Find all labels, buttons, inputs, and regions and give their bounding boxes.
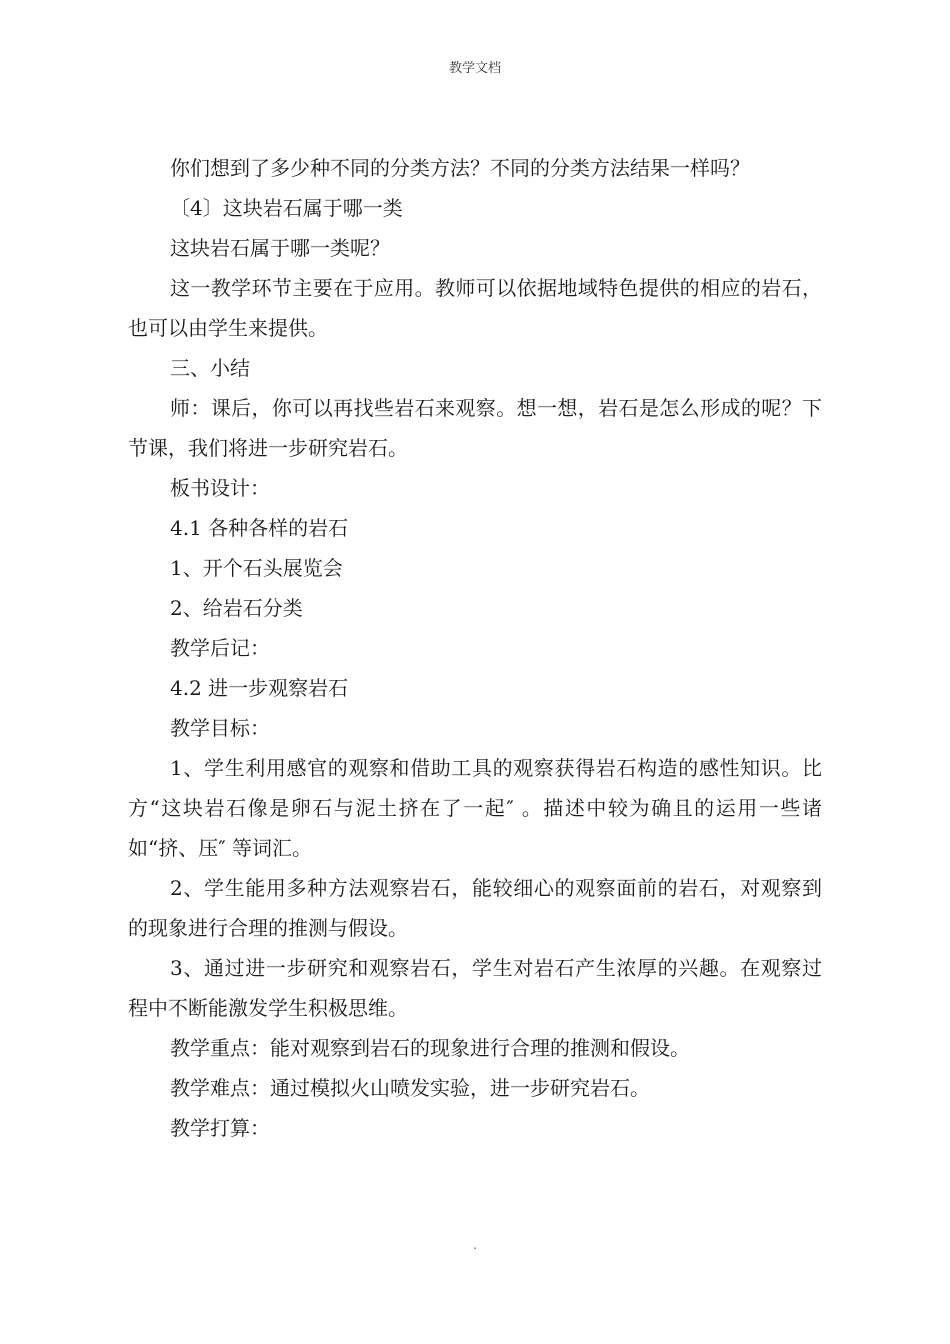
list-item: 1、学生利用感官的观察和借助工具的观察获得岩石构造的感性知识。比方“这块岩石像是卵石与泥土挤在了一起″ 。描述中较为确且的运用一些诸如“挤、压″ 等词汇。 <box>128 756 822 860</box>
paragraph: 你们想到了多少种不同的分类方法？不同的分类方法结果一样吗？ <box>170 156 750 180</box>
paragraph: 教学重点：能对观察到岩石的现象进行合理的推测和假设。 <box>170 1036 690 1060</box>
list-item: 3、通过进一步研究和观察岩石，学生对岩石产生浓厚的兴趣。在观察过程中不断能激发学生积极思维。 <box>128 956 822 1020</box>
lesson-title: 4.2 进一步观察岩石 <box>170 676 349 700</box>
paragraph: 师：课后，你可以再找些岩石来观察。想一想，岩石是怎么形成的呢？下节课，我们将进一步研究岩石。 <box>128 396 822 460</box>
list-item: 1、开个石头展览会 <box>170 556 343 580</box>
page-header: 教学文档 <box>448 61 501 76</box>
document-body <box>128 148 822 1148</box>
section-heading: 三、小结 <box>170 356 250 380</box>
section-heading: 〔4〕这块岩石属于哪一类 <box>170 196 403 220</box>
paragraph: 4.1 各种各样的岩石 <box>170 516 349 540</box>
list-item: 2、学生能用多种方法观察岩石，能较细心的观察面前的岩石，对观察到的现象进行合理的推测与假设。 <box>128 876 822 940</box>
section-heading: 教学后记： <box>170 636 270 660</box>
list-item: 2、给岩石分类 <box>170 596 303 620</box>
section-heading: 教学打算： <box>170 1116 270 1140</box>
paragraph: 教学难点：通过模拟火山喷发实验，进一步研究岩石。 <box>170 1076 650 1100</box>
page-footer: . <box>473 1238 477 1252</box>
section-heading: 教学目标： <box>170 716 270 740</box>
paragraph: 这块岩石属于哪一类呢？ <box>170 236 390 260</box>
paragraph: 这一教学环节主要在于应用。教师可以依据地域特色提供的相应的岩石，也可以由学生来提供。 <box>128 276 822 340</box>
section-heading: 板书设计： <box>170 476 270 500</box>
